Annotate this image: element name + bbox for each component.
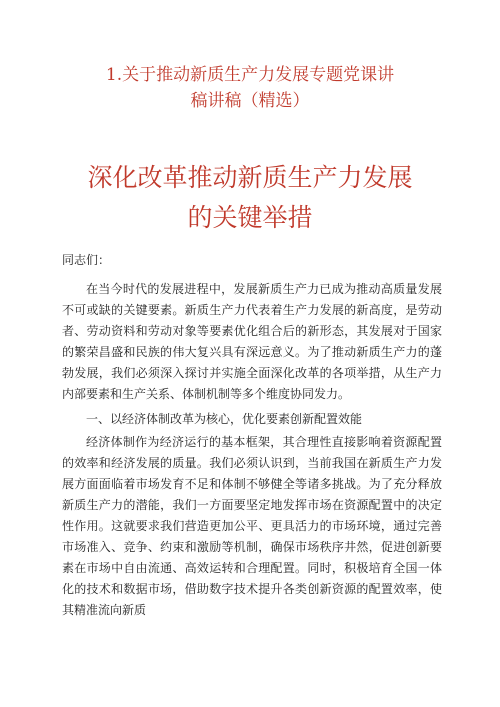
document-title-line-1: 1.关于推动新质生产力发展专题党课讲 [105, 65, 395, 85]
speech-body [62, 250, 442, 621]
document-title [60, 62, 440, 114]
document-title-line-2: 稿讲稿（精选） [190, 91, 310, 111]
section-heading-1: 一、以经济体制改革为核心，优化要素创新配置效能 [86, 412, 363, 426]
paragraph-intro: 在当今时代的发展进程中，发展新质生产力已成为推动高质量发展不可或缺的关键要素。新质生产力代表着生产力发展的新高度，是劳动者、劳动资料和劳动对象等要素优化组合后的新形态，其发展对于国家的繁荣昌盛和民族的伟大复兴具有深远意义。为了推动新质生产力的蓬勃发展，我们必须深入探讨并实施全面深化改革的各项举措，从生产力内部要素和生产关系、体制机制等多个维度协同发力。 [62, 282, 442, 401]
salutation: 同志们： [62, 253, 111, 267]
paragraph-section-1: 经济体制作为经济运行的基本框架，其合理性直接影响着资源配置的效率和经济发展的质量。我们必须认识到，当前我国在新质生产力发展方面面临着市场发育不足和体制不够健全等诸多挑战。为了充分释放新质生产力的潜能，我们一方面要坚定地发挥市场在资源配置中的决定性作用。这就要求我们营造更加公平、更具活力的市场环境，通过完善市场准入、竞争、约束和激励等机制，确保市场秩序井然，促进创新要素在市场中自由流通、高效运转和合理配置。同时，积极培育全国一体化的技术和数据市场，借助数字技术提升各类创新资源的配置效率，使其精准流向新质 [62, 435, 442, 617]
speech-heading [40, 158, 460, 238]
speech-heading-line-1: 深化改革推动新质生产力发展 [87, 163, 413, 192]
speech-heading-line-2: 的关键举措 [187, 203, 313, 232]
